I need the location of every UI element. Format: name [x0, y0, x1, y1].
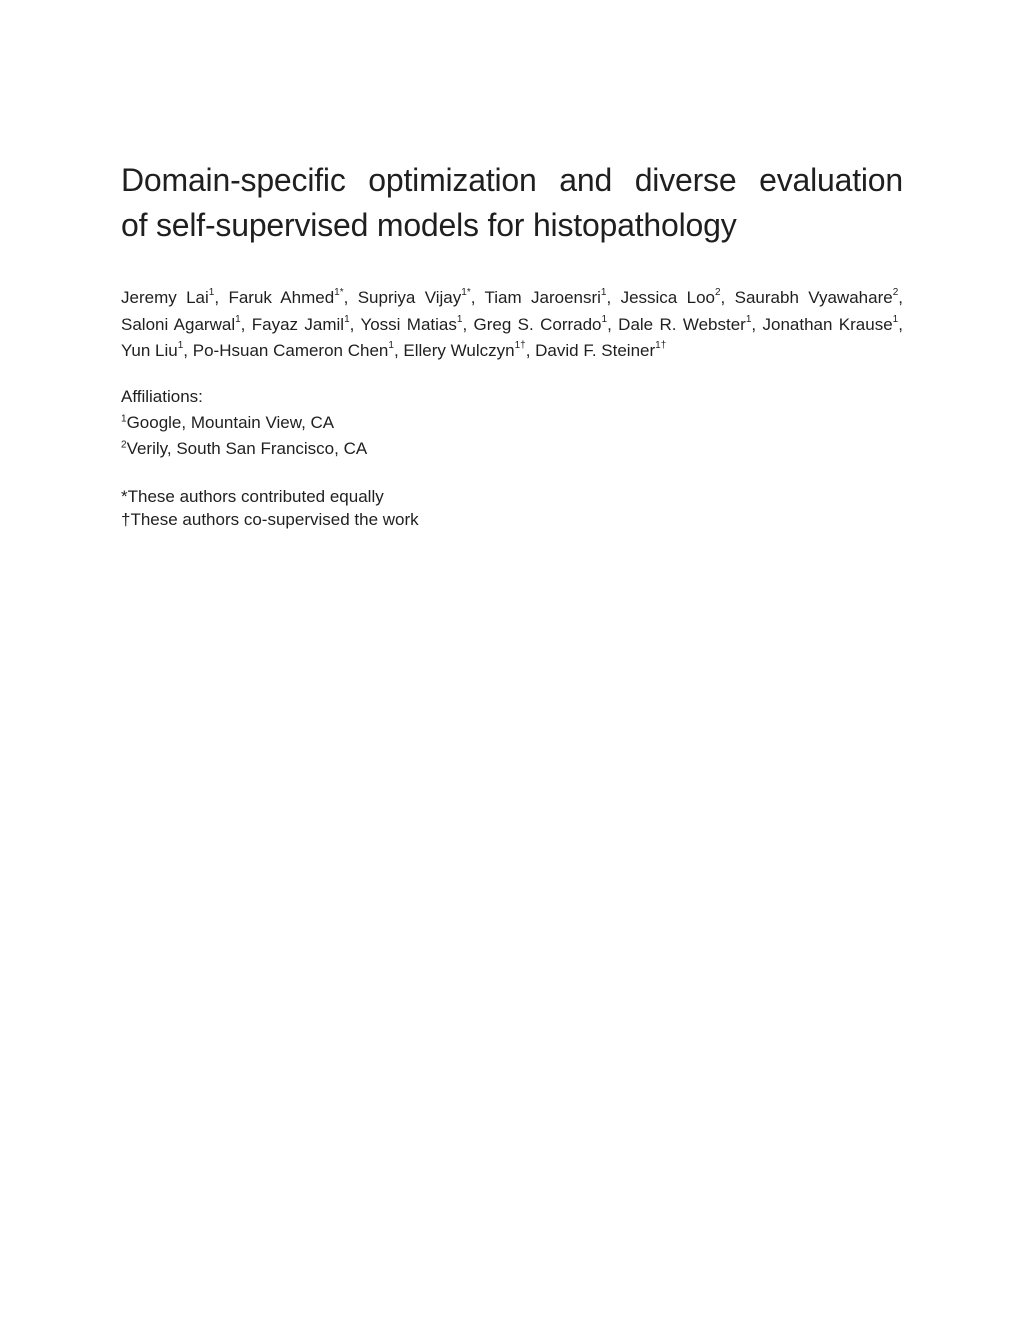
affiliations: [121, 384, 903, 462]
co-supervision-note: †These authors co-supervised the work: [121, 509, 419, 529]
author-item: [360, 315, 467, 334]
author-separator: ,: [240, 314, 246, 334]
affiliations-heading: Affiliations:: [121, 386, 203, 406]
author-item: [485, 288, 612, 307]
author-item: [252, 315, 355, 334]
author-separator: ,: [720, 288, 726, 307]
author-separator: ,: [525, 341, 531, 360]
author-item: [474, 315, 612, 334]
author-name: Faruk Ahmed: [228, 288, 335, 307]
author-affiliation-mark: 1: [208, 287, 215, 299]
author-name: Po-Hsuan Cameron Chen: [192, 341, 389, 360]
author-name: Tiam Jaroensri: [484, 288, 601, 307]
author-affiliation-mark: 1: [600, 287, 607, 299]
author-name: Supriya Vijay: [357, 288, 462, 307]
affiliation-verily: [121, 436, 903, 462]
author-affiliation-mark: 1: [235, 313, 241, 325]
author-name: Yossi Matias: [360, 314, 457, 334]
author-separator: ,: [393, 341, 399, 360]
author-affiliation-mark: 1: [601, 313, 608, 325]
author-affiliation-mark: 1†: [514, 340, 526, 352]
author-item: [735, 288, 903, 307]
author-separator: ,: [898, 288, 903, 307]
paper-title-line-2: of self-supervised models for histopathology: [121, 207, 737, 243]
author-separator: ,: [470, 288, 476, 307]
author-affiliation-mark: 1: [456, 313, 463, 325]
author-separator: ,: [214, 288, 220, 307]
author-separator: ,: [349, 314, 355, 334]
author-name: Fayaz Jamil: [251, 314, 345, 334]
author-affiliation-mark: 1: [177, 340, 184, 352]
author-affiliation-mark: 2: [714, 287, 721, 299]
author-name: Greg S. Corrado: [473, 314, 602, 334]
author-separator: ,: [183, 341, 189, 360]
author-item: [535, 341, 666, 360]
author-notes: [121, 485, 903, 531]
author-separator: ,: [343, 288, 349, 307]
author-name: David F. Steiner: [535, 341, 656, 360]
author-affiliation-mark: 1: [344, 313, 350, 325]
author-name: Saurabh Vyawahare: [734, 288, 893, 307]
author-name: Jeremy Lai: [121, 288, 209, 307]
author-item: [618, 315, 756, 334]
author-name: Ellery Wulczyn: [403, 341, 515, 360]
paper-title-line-1: Domain-specific optimization and diverse evaluation: [121, 162, 903, 198]
title-block: [121, 158, 903, 531]
author-affiliation-mark: 1*: [461, 287, 471, 299]
author-name: Yun Liu: [121, 341, 178, 360]
affiliation-mark: 1: [121, 412, 127, 424]
author-affiliation-mark: 2: [892, 287, 899, 299]
author-item: [193, 341, 399, 360]
affiliation-text: Verily, South San Francisco, CA: [126, 438, 368, 458]
author-name: Jessica Loo: [620, 288, 715, 307]
author-separator: ,: [607, 314, 612, 334]
author-separator: ,: [751, 314, 757, 334]
author-affiliation-mark: 1: [892, 313, 899, 325]
author-separator: ,: [898, 314, 903, 334]
paper-title: [121, 158, 903, 248]
equal-contribution-note: *These authors contributed equally: [121, 486, 384, 506]
author-item: [121, 288, 219, 307]
author-name: Jonathan Krause: [762, 314, 893, 334]
author-item: [621, 288, 726, 307]
author-affiliation-mark: 1: [745, 313, 752, 325]
author-name: Dale R. Webster: [618, 314, 746, 334]
author-separator: ,: [606, 288, 612, 307]
affiliation-text: Google, Mountain View, CA: [126, 412, 335, 432]
author-item: [358, 288, 476, 307]
author-affiliation-mark: 1*: [334, 287, 344, 299]
author-list: [121, 285, 903, 365]
author-item: [228, 288, 348, 307]
author-affiliation-mark: 1: [388, 340, 394, 352]
author-affiliation-mark: 1†: [655, 340, 667, 352]
author-item: [403, 341, 530, 360]
author-separator: ,: [462, 314, 468, 334]
author-item: [121, 341, 188, 360]
affiliation-google: [121, 410, 903, 436]
affiliation-mark: 2: [121, 438, 127, 450]
author-name: Saloni Agarwal: [121, 314, 236, 334]
author-item: [121, 315, 245, 334]
author-item: [763, 315, 903, 334]
